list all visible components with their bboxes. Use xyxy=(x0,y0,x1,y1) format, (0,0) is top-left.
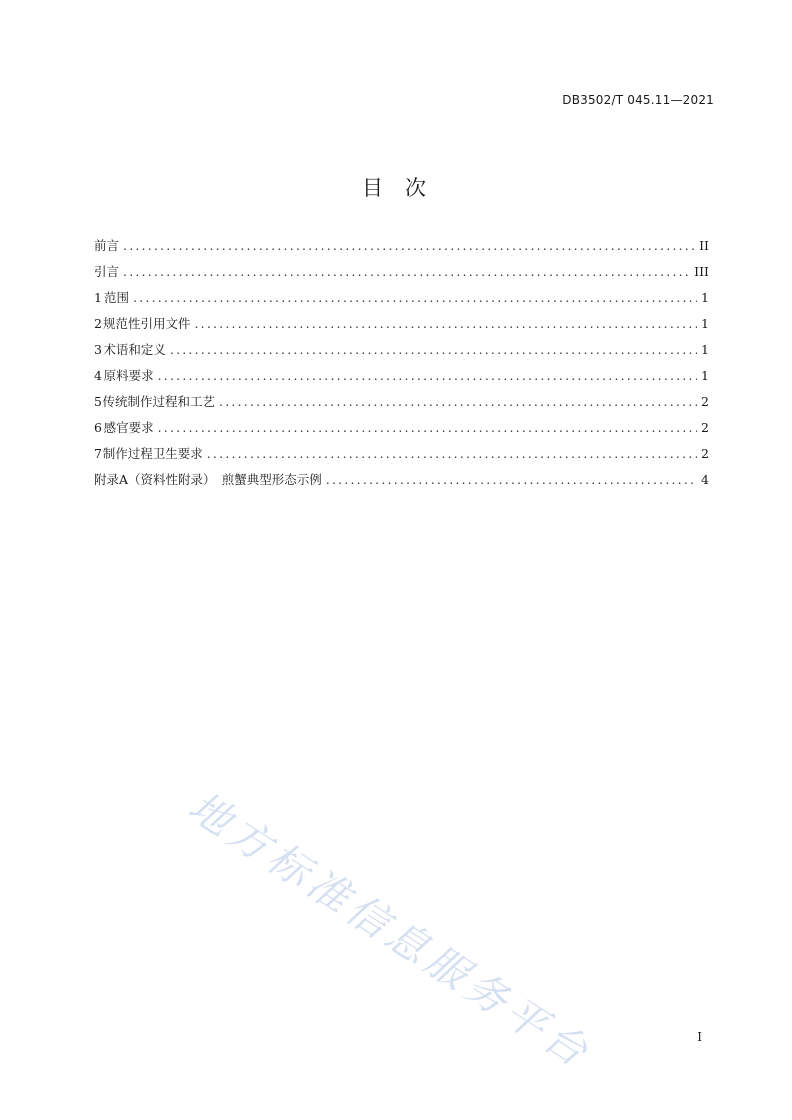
toc-leader-dots xyxy=(123,238,695,253)
toc-entry-label: 感官要求 xyxy=(103,420,154,435)
toc-entry-introduction[interactable] xyxy=(94,262,709,288)
toc-entry-page: 1 xyxy=(701,290,709,305)
toc-entry-page: 1 xyxy=(701,342,709,357)
toc-entry-label: 原料要求 xyxy=(103,368,154,383)
toc-title-part2: 次 xyxy=(405,176,430,200)
toc-entry-label: 术语和定义 xyxy=(103,342,166,357)
toc-list xyxy=(94,236,709,496)
toc-entry-number: 1 xyxy=(94,290,102,305)
toc-entry-number: 3 xyxy=(94,342,102,357)
toc-entry-page: II xyxy=(699,238,709,253)
toc-entry-label: 引言 xyxy=(94,264,120,279)
toc-entry-page: 2 xyxy=(701,446,709,461)
toc-leader-dots xyxy=(158,420,697,435)
watermark: 地方标准信息服务平台 xyxy=(180,782,601,1079)
toc-entry-label: 前言 xyxy=(94,238,120,253)
toc-leader-dots xyxy=(326,472,697,487)
toc-entry-appendix-a[interactable] xyxy=(94,470,709,496)
toc-entry-hygiene-requirements[interactable] xyxy=(94,444,709,470)
toc-entry-page: III xyxy=(694,264,709,279)
toc-entry-number: 7 xyxy=(94,446,102,461)
toc-entry-number: 5 xyxy=(94,394,102,409)
toc-entry-page: 1 xyxy=(701,316,709,331)
toc-entry-traditional-process[interactable] xyxy=(94,392,709,418)
toc-entry-label: 范围 xyxy=(104,290,130,305)
toc-entry-scope[interactable] xyxy=(94,288,709,314)
toc-leader-dots xyxy=(170,342,697,357)
toc-entry-normative-references[interactable] xyxy=(94,314,709,340)
toc-entry-label: 规范性引用文件 xyxy=(102,316,191,331)
toc-leader-dots xyxy=(133,290,697,305)
toc-entry-page: 2 xyxy=(701,420,709,435)
toc-entry-number: 6 xyxy=(94,420,102,435)
toc-leader-dots xyxy=(219,394,697,409)
toc-entry-number: 4 xyxy=(94,368,102,383)
toc-entry-terms-definitions[interactable] xyxy=(94,340,709,366)
toc-entry-page: 4 xyxy=(701,472,709,487)
toc-entry-number: 2 xyxy=(94,316,102,331)
toc-leader-dots xyxy=(207,446,697,461)
toc-entry-page: 1 xyxy=(701,368,709,383)
toc-entry-sensory-requirements[interactable] xyxy=(94,418,709,444)
document-code: DB3502/T 045.11—2021 xyxy=(562,93,714,107)
toc-entry-page: 2 xyxy=(701,394,709,409)
toc-title-part1: 目 xyxy=(362,176,387,200)
toc-entry-label: 附录A（资料性附录） 煎蟹典型形态示例 xyxy=(94,472,322,487)
toc-leader-dots xyxy=(123,264,690,279)
toc-leader-dots xyxy=(158,368,697,383)
toc-entry-label: 传统制作过程和工艺 xyxy=(102,394,216,409)
toc-leader-dots xyxy=(194,316,697,331)
toc-entry-label: 制作过程卫生要求 xyxy=(102,446,203,461)
toc-entry-raw-materials[interactable] xyxy=(94,366,709,392)
toc-entry-foreword[interactable] xyxy=(94,236,709,262)
page-number: I xyxy=(697,1030,702,1044)
toc-title xyxy=(0,172,792,202)
